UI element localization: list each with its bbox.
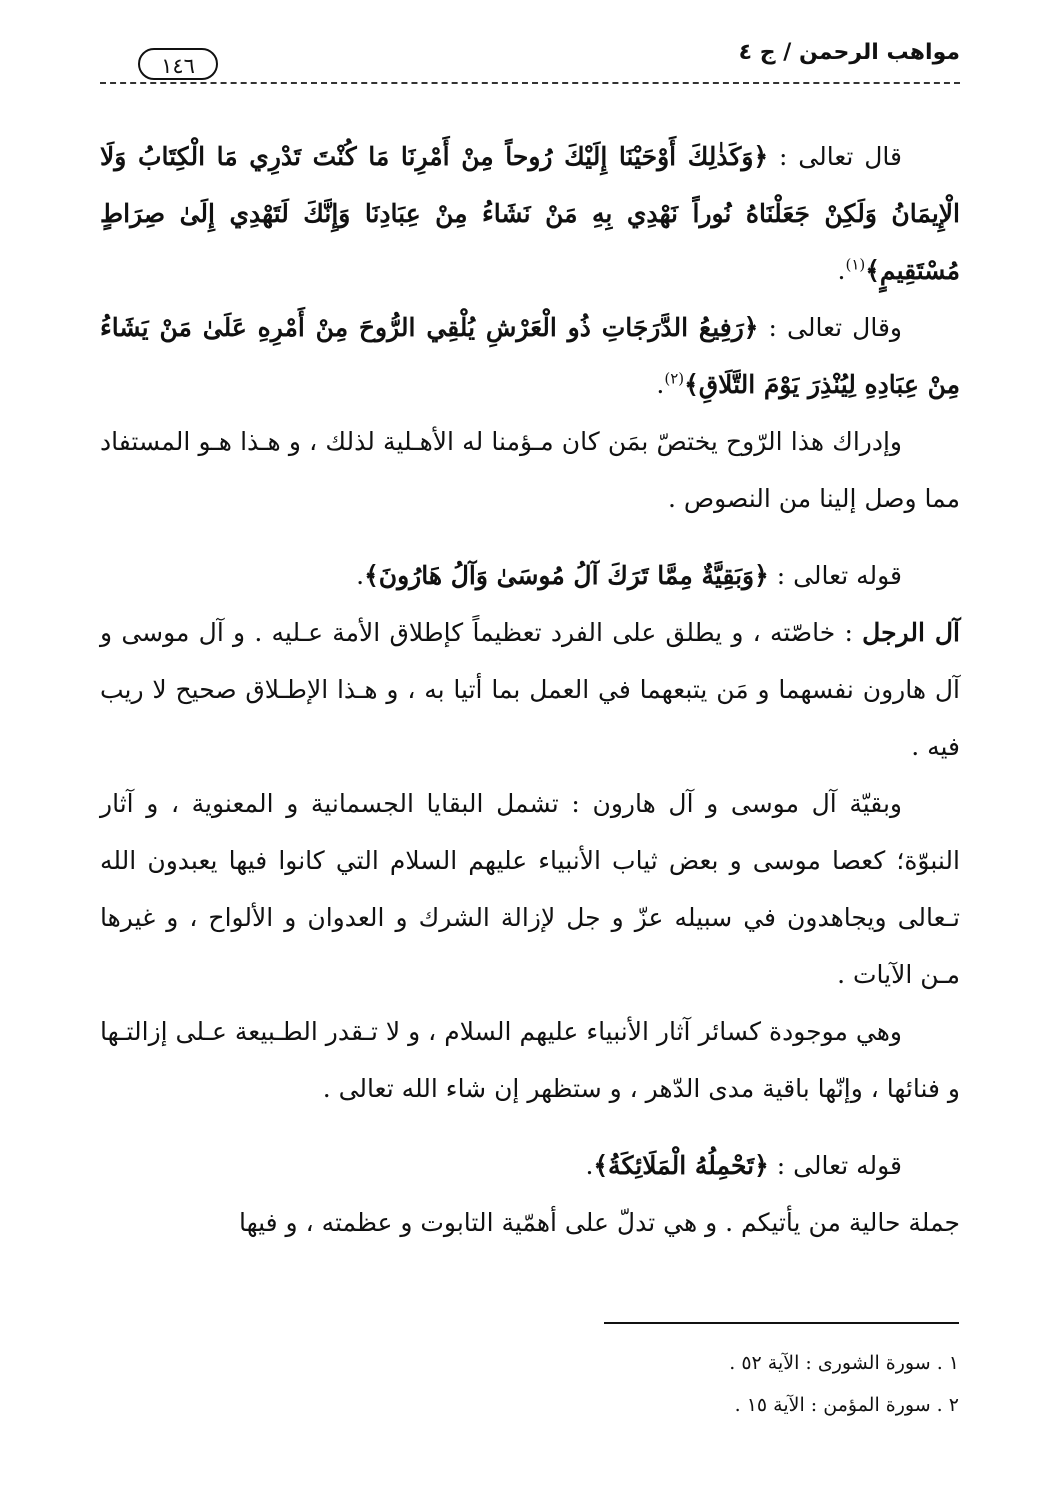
- intro-text: قوله تعالى :: [768, 1151, 902, 1180]
- paragraph-definition: [100, 604, 960, 775]
- end-punct: .: [837, 256, 846, 285]
- header-divider: [100, 82, 960, 84]
- footnote-ref: (٢): [664, 369, 685, 388]
- footnote-1: ١ . سورة الشورى : الآية ٥٢ .: [729, 1352, 959, 1374]
- book-title: مواهب الرحمن / ج ٤: [738, 40, 960, 65]
- intro-text: وقال تعالى :: [758, 313, 902, 342]
- page-number: ١٤٦: [138, 48, 218, 80]
- quran-verse: ﴿تَحْمِلُهُ الْمَلَائِكَةُ﴾: [593, 1151, 769, 1180]
- paragraph-heading-verse: [100, 547, 960, 604]
- paragraph-comment-4: جملة حالية من يأتيكم . و هي تدلّ على أهمّية التابوت و عظمته ، و فيها: [238, 1208, 960, 1237]
- paragraph-comment-2: وبقيّة آل موسى و آل هارون : تشمل البقايا الجسمانية و المعنوية ، و آثار النبوّة؛ كعصا موسى و بعض ثياب الأنبياء عليهم السلام التي كانوا فيها يعبدون الله تـعالى ويجاهدون في سبيله عزّ و جل لإزالة الشرك و العدوان و الألواح ، و غيرها مـن الآيات .: [100, 789, 960, 989]
- paragraph-comment-3: وهي موجودة كسائر آثار الأنبياء عليهم السلام ، و لا تـقدر الطـبيعة عـلى إزالتـها و فنائها ، وإنّها باقية مدى الدّهر ، و ستظهر إن شاء الله تعالى .: [100, 1017, 960, 1103]
- end-punct: .: [656, 370, 665, 399]
- page-header: [100, 38, 960, 94]
- end-punct: .: [356, 561, 365, 590]
- footnote-ref: (١): [845, 255, 866, 274]
- end-punct: .: [585, 1151, 594, 1180]
- quran-verse: ﴿رَفِيعُ الدَّرَجَاتِ ذُو الْعَرْشِ يُلْقِي الرُّوحَ مِنْ أَمْرِهِ عَلَىٰ مَنْ يَشَاءُ مِنْ عِبَادِهِ لِيُنْذِرَ يَوْمَ التَّلَاقِ﴾: [100, 313, 960, 399]
- quran-verse: ﴿وَكَذٰلِكَ أَوْحَيْنَا إِلَيْكَ رُوحاً مِنْ أَمْرِنَا مَا كُنْتَ تَدْرِي مَا الْكِتَابُ وَلَا الْإِيمَانُ وَلَكِنْ جَعَلْنَاهُ نُوراً نَهْدِي بِهِ مَنْ نَشَاءُ مِنْ عِبَادِنَا وَإِنَّكَ لَتَهْدِي إِلَىٰ صِرَاطٍ مُسْتَقِيمٍ﴾: [100, 142, 960, 285]
- paragraph-comment-1: وإدراك هذا الرّوح يختصّ بمَن كان مـؤمنا له الأهـلية لذلك ، و هـذا هـو المستفاد مما وصل إلينا من النصوص .: [100, 427, 960, 513]
- intro-text: قوله تعالى :: [768, 561, 902, 590]
- paragraph-quran-1: [100, 128, 960, 299]
- footnote-divider: [604, 1322, 959, 1324]
- paragraph-heading-verse-2: [100, 1137, 960, 1194]
- footnotes: [99, 1342, 959, 1426]
- term-label: آل الرجل: [862, 618, 960, 647]
- quran-verse: ﴿وَبَقِيَّةٌ مِمَّا تَرَكَ آلُ مُوسَىٰ وَآلُ هَارُونَ﴾: [364, 561, 769, 590]
- main-text: [100, 128, 960, 1251]
- intro-text: قال تعالى :: [768, 142, 902, 171]
- paragraph-quran-2: [100, 299, 960, 413]
- footnote-2: ٢ . سورة المؤمن : الآية ١٥ .: [734, 1394, 959, 1416]
- definition-text: : خاصّته ، و يطلق على الفرد تعظيماً كإطلاق الأمة عـليه . و آل موسى و آل هارون نفسهما و مَن يتبعهما في العمل بما أتيا به ، و هـذا الإطـلاق صحيح لا ريب فيه .: [100, 618, 960, 761]
